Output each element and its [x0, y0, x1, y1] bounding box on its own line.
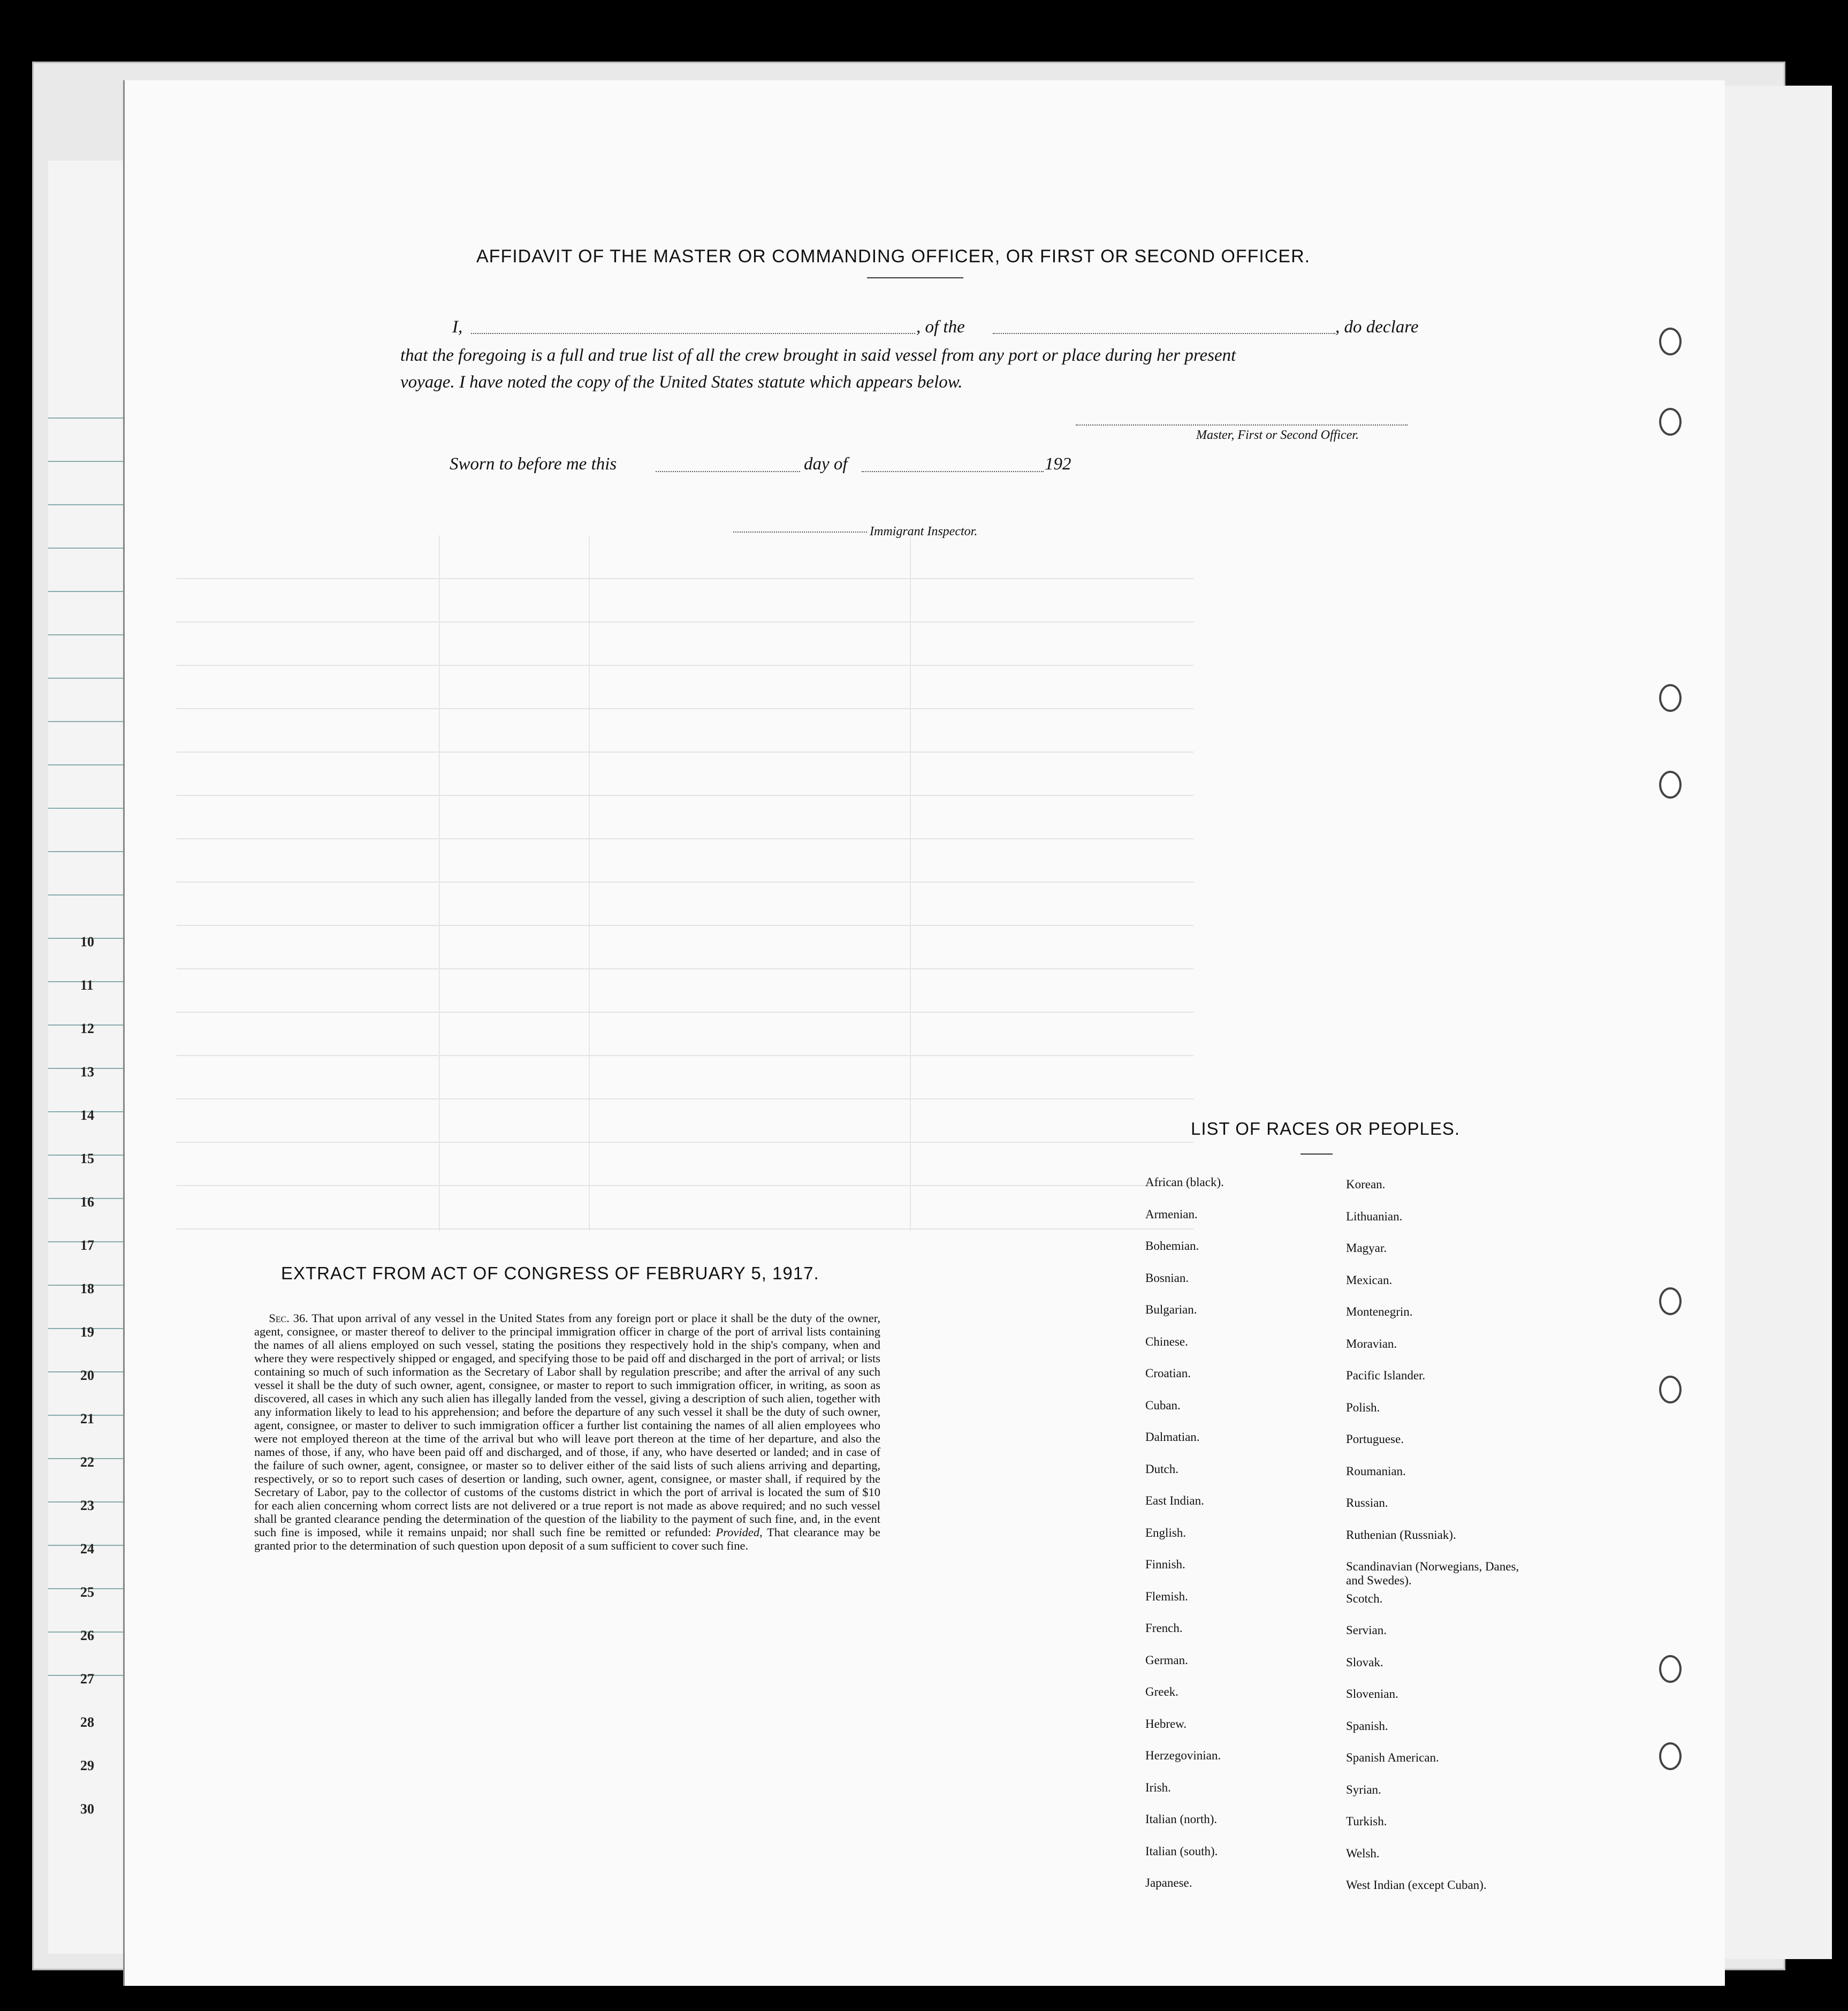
year-prefix: 192 [1045, 454, 1071, 474]
races-divider [1301, 1154, 1333, 1155]
declaration-i: I, [452, 317, 463, 337]
race-item-right: Montenegrin. [1346, 1305, 1413, 1318]
race-item-right: Moravian. [1346, 1337, 1397, 1350]
race-item-left: Herzegovinian. [1145, 1749, 1221, 1762]
month-blank [862, 471, 1044, 472]
race-item-left: Italian (south). [1145, 1844, 1218, 1858]
show-through-column [439, 535, 440, 1231]
line-number: 21 [80, 1411, 94, 1426]
show-through-row [177, 1185, 1193, 1186]
punch-hole [1659, 1287, 1682, 1315]
line-number: 25 [80, 1584, 94, 1600]
sworn-text: Sworn to before me this [450, 454, 617, 474]
race-item-left: French. [1145, 1621, 1183, 1635]
ledger-rule [48, 418, 134, 419]
ledger-rule [48, 721, 134, 722]
punch-hole [1659, 1376, 1682, 1403]
punch-hole [1659, 1655, 1682, 1683]
master-signature-blank [1076, 424, 1408, 426]
race-item-right: Korean. [1346, 1178, 1386, 1191]
line-number: 12 [80, 1021, 94, 1036]
declaration-line-3: voyage. I have noted the copy of the United States statute which appears below. [400, 373, 963, 392]
race-item-right: Scandinavian (Norwegians, Danes, and Swedes). [1346, 1560, 1519, 1587]
line-number: 20 [80, 1368, 94, 1383]
show-through-row [177, 1228, 1193, 1230]
declaration-line-2: that the foregoing is a full and true list of all the crew brought in said vessel from any port or place during her present [400, 346, 1236, 365]
race-item-right: Portuguese. [1346, 1432, 1404, 1446]
race-item-left: Chinese. [1145, 1334, 1188, 1348]
show-through-row [177, 752, 1193, 753]
inspector-signature-blank [733, 532, 867, 533]
line-number: 18 [80, 1281, 94, 1296]
punch-hole [1659, 771, 1682, 799]
punch-hole [1659, 684, 1682, 712]
show-through-row [177, 1012, 1193, 1013]
race-item-right: Mexican. [1346, 1273, 1393, 1287]
races-title: LIST OF RACES OR PEOPLES. [1191, 1119, 1461, 1139]
line-number: 28 [80, 1714, 94, 1730]
show-through-row [177, 795, 1193, 796]
line-number: 11 [80, 977, 94, 993]
race-item-right: Welsh. [1346, 1846, 1380, 1860]
ledger-rule [48, 504, 134, 505]
declaration-do-declare: , do declare [1335, 317, 1419, 337]
line-number: 16 [80, 1194, 94, 1210]
line-number: 27 [80, 1671, 94, 1687]
race-item-left: English. [1145, 1526, 1187, 1539]
extract-text-part2: That clearance may be granted prior to the determination of such question upon deposit of a sum sufficient to cover such fine. [254, 1526, 881, 1552]
title-divider [867, 277, 963, 278]
ledger-rule [48, 678, 134, 679]
vessel-blank [993, 333, 1335, 334]
race-item-left: African (black). [1145, 1175, 1224, 1189]
line-number: 29 [80, 1758, 94, 1773]
show-through-row [177, 925, 1193, 926]
show-through-row [177, 882, 1193, 883]
show-through-row [177, 1098, 1193, 1099]
line-number: 23 [80, 1498, 94, 1513]
race-item-left: Hebrew. [1145, 1717, 1187, 1731]
race-item-right: Polish. [1346, 1400, 1380, 1414]
affidavit-title: AFFIDAVIT OF THE MASTER OR COMMANDING OFFICER, OR FIRST OR SECOND OFFICER. [476, 246, 1311, 267]
show-through-column [910, 535, 911, 1231]
ledger-rule [48, 591, 134, 592]
race-item-left: Greek. [1145, 1685, 1178, 1698]
race-item-left: Japanese. [1145, 1876, 1192, 1889]
show-through-row [177, 1055, 1193, 1056]
line-number: 10 [80, 934, 94, 950]
race-item-right: Lithuanian. [1346, 1209, 1403, 1223]
race-item-left: Bulgarian. [1145, 1303, 1197, 1316]
line-number: 13 [80, 1064, 94, 1080]
declaration-of-the: , of the [916, 317, 965, 337]
show-through-row [177, 708, 1193, 709]
line-number: 14 [80, 1107, 94, 1123]
race-item-right: West Indian (except Cuban). [1346, 1878, 1487, 1892]
punch-hole [1659, 328, 1682, 355]
show-through-row [177, 665, 1193, 666]
master-signature-label: Master, First or Second Officer. [1196, 428, 1359, 442]
line-number: 22 [80, 1454, 94, 1470]
race-item-right: Roumanian. [1346, 1464, 1406, 1478]
extract-title: EXTRACT FROM ACT OF CONGRESS OF FEBRUARY 5, 1917. [281, 1263, 819, 1283]
race-item-left: Bohemian. [1145, 1239, 1199, 1253]
race-item-right: Servian. [1346, 1623, 1387, 1637]
ledger-rule [48, 808, 134, 809]
race-item-right: Turkish. [1346, 1815, 1387, 1828]
race-item-left: Dalmatian. [1145, 1430, 1200, 1444]
extract-provided: Provided, [716, 1526, 763, 1539]
race-item-left: Finnish. [1145, 1558, 1185, 1571]
race-item-right: Pacific Islander. [1346, 1369, 1426, 1382]
punch-hole [1659, 408, 1682, 436]
ledger-rule [48, 461, 134, 462]
race-item-left: German. [1145, 1653, 1188, 1667]
ledger-rule [48, 851, 134, 852]
line-number: 19 [80, 1324, 94, 1340]
race-item-right: Magyar. [1346, 1241, 1387, 1255]
inspector-signature-label: Immigrant Inspector. [870, 525, 978, 538]
race-item-left: Flemish. [1145, 1589, 1188, 1603]
race-item-left: Irish. [1145, 1780, 1171, 1794]
line-number: 15 [80, 1151, 94, 1166]
show-through-column [589, 535, 590, 1231]
race-item-left: Bosnian. [1145, 1271, 1189, 1285]
day-blank [656, 471, 800, 472]
name-blank [471, 333, 915, 334]
section-number: Sec. 36. [269, 1311, 308, 1325]
race-item-left: Italian (north). [1145, 1812, 1218, 1826]
right-underlying-page [1707, 86, 1832, 1959]
race-item-right: Spanish. [1346, 1719, 1388, 1733]
race-item-right: Spanish American. [1346, 1751, 1439, 1764]
race-item-left: Dutch. [1145, 1462, 1178, 1476]
race-item-right: Slovak. [1346, 1655, 1383, 1669]
ledger-rule [48, 634, 134, 635]
race-item-right: Slovenian. [1346, 1687, 1398, 1701]
race-item-left: Croatian. [1145, 1367, 1191, 1380]
show-through-row [177, 1142, 1193, 1143]
extract-body [254, 1311, 880, 1552]
show-through-row [177, 968, 1193, 969]
ledger-rule [48, 548, 134, 549]
race-item-right: Scotch. [1346, 1591, 1383, 1605]
show-through-row [177, 578, 1193, 579]
line-number: 30 [80, 1801, 94, 1817]
line-number: 17 [80, 1238, 94, 1253]
race-item-right: Syrian. [1346, 1782, 1381, 1796]
show-through-row [177, 838, 1193, 839]
line-number: 26 [80, 1628, 94, 1643]
day-of-text: day of [804, 454, 848, 474]
race-item-right: Russian. [1346, 1496, 1388, 1509]
ledger-rule [48, 894, 134, 896]
show-through-row [177, 621, 1193, 623]
ledger-rule [48, 764, 134, 765]
race-item-left: East Indian. [1145, 1494, 1204, 1507]
race-item-left: Armenian. [1145, 1207, 1198, 1221]
race-item-right: Ruthenian (Russniak). [1346, 1528, 1456, 1542]
punch-hole [1659, 1742, 1682, 1770]
race-item-left: Cuban. [1145, 1398, 1181, 1412]
extract-text-part1: That upon arrival of any vessel in the United States from any foreign port or place it shall be the duty of the owner, agent, consignee, or master thereof to deliver to the principal immigration officer in charge of the port of arrival lists containing the names of all aliens employed on such vessel, stating the positions they respectively hold in the ship's company, when and where they were respectively shipped or engaged, and specifying those to be paid off and discharged in the port of arrival; or lists containing so much of such information as the Secretary of Labor shall by regulation prescribe; and after the arrival of any such vessel it shall be the duty of such owner, agent, consignee, or master to report to such immigration officer, in writing, as soon as discovered, all cases in which any such alien has illegally landed from the vessel, giving a description of such alien, together with any information likely to lead to his apprehension; and before the departure of any such vessel it shall be the duty of such owner, agent, consignee, or master to deliver to such immigration officer a further list containing the names of all alien employees who were not employed thereon at the time of the arrival but who will leave port thereon at the time of her departure, and also the names of those, if any, who have been paid off and discharged, and of those, if any, who have deserted or landed; and in case of the failure of such owner, agent, consignee, or master so to deliver either of the said lists of such aliens arriving and departing, respectively, or so to report such cases of desertion or landing, such owner, agent, consignee, or master shall, if required by the Secretary of Labor, pay to the collector of customs of the customs district in which the port of arrival is located the sum of $10 for each alien concerning whom correct lists are not delivered or a true report is not made as above required; and no such vessel shall be granted clearance pending the determination of the question of the liability to the payment of such fine, and, in the event such fine is imposed, while it remains unpaid; nor shall such fine be remitted or refunded: [254, 1311, 880, 1539]
line-number: 24 [80, 1541, 94, 1557]
